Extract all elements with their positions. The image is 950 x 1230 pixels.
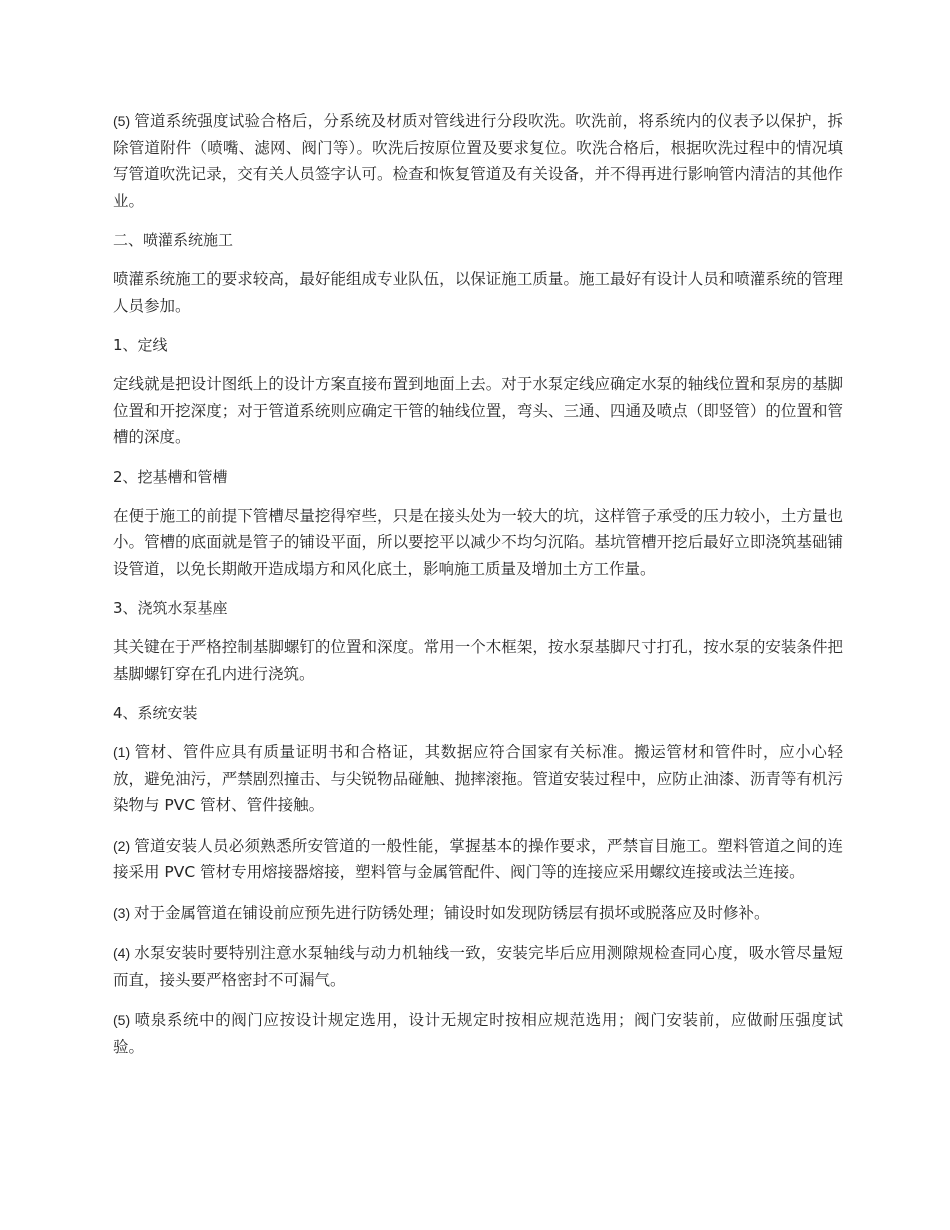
paragraph-layout-lines: 定线就是把设计图纸上的设计方案直接布置到地面上去。对于水泵定线应确定水泵的轴线位置和泵房的基脚位置和开挖深度；对于管道系统则应确定干管的轴线位置，弯头、三通、四通及喷点（即竖管）的位置和管槽的深度。 <box>113 375 843 446</box>
paragraph-install-item-5 <box>113 1007 843 1060</box>
paragraph-pipe-flushing <box>113 108 843 214</box>
subheading-layout-lines: 1、定线 <box>113 336 168 354</box>
item-number: (1) <box>113 744 135 760</box>
item-number: (2) <box>113 837 135 854</box>
paragraph-text: 管道安装人员必须熟悉所安管道的一般性能，掌握基本的操作要求，严禁盲目施工。塑料管道之间的连接采用 PVC 管材专用熔接器熔接，塑料管与金属管配件、阀门等的连接应采用螺纹连接或法兰连接。 <box>113 836 843 881</box>
subheading-pump-base: 3、浇筑水泵基座 <box>113 599 228 617</box>
paragraph-text: 水泵安装时要特别注意水泵轴线与动力机轴线一致，安装完毕后应用测隙规检查同心度，吸水管尽量短而直，接头要严格密封不可漏气。 <box>113 944 843 989</box>
item-number: (5) <box>113 1012 135 1028</box>
paragraph-text: 管道系统强度试验合格后，分系统及材质对管线进行分段吹洗。吹洗前，将系统内的仪表予以保护，拆除管道附件（喷嘴、滤网、阀门等）。吹洗后按原位置及要求复位。吹洗合格后，根据吹洗过程中的情况填写管道吹洗记录，交有关人员签字认可。检查和恢复管道及有关设备，并不得再进行影响管内清洁的其他作业。 <box>113 112 843 210</box>
document-body <box>113 108 843 1074</box>
item-number: (3) <box>113 904 134 921</box>
paragraph-text: 管材、管件应具有质量证明书和合格证，其数据应符合国家有关标准。搬运管材和管件时，应小心轻放，避免油污，严禁剧烈撞击、与尖锐物品碰触、抛摔滚拖。管道安装过程中，应防止油漆、沥青等有机污染物与 PVC 管材、管件接触。 <box>113 743 843 814</box>
paragraph-sprinkler-intro: 喷灌系统施工的要求较高，最好能组成专业队伍，以保证施工质量。施工最好有设计人员和喷灌系统的管理人员参加。 <box>113 270 843 315</box>
section-heading-sprinkler-construction: 二、喷灌系统施工 <box>113 231 234 249</box>
paragraph-install-item-4 <box>113 940 843 993</box>
paragraph-install-item-2 <box>113 833 843 886</box>
paragraph-trench-digging: 在便于施工的前提下管槽尽量挖得窄些，只是在接头处为一较大的坑，这样管子承受的压力较小，土方量也小。管槽的底面就是管子的铺设平面，所以要挖平以减少不均匀沉陷。基坑管槽开挖后最好立即浇筑基础铺设管道，以免长期敞开造成塌方和风化底土，影响施工质量及增加土方工作量。 <box>113 506 843 578</box>
paragraph-text: 对于金属管道在铺设前应预先进行防锈处理；铺设时如发现防锈层有损坏或脱落应及时修补。 <box>134 903 770 922</box>
item-number: (4) <box>113 945 135 961</box>
item-number: (5) <box>113 113 135 129</box>
paragraph-text: 喷泉系统中的阀门应按设计规定选用，设计无规定时按相应规范选用；阀门安装前，应做耐压强度试验。 <box>113 1011 843 1056</box>
paragraph-install-item-1 <box>113 739 843 819</box>
paragraph-pump-base: 其关键在于严格控制基脚螺钉的位置和深度。常用一个木框架，按水泵基脚尺寸打孔，按水泵的安装条件把基脚螺钉穿在孔内进行浇筑。 <box>113 638 843 683</box>
subheading-system-install: 4、系统安装 <box>113 704 198 722</box>
paragraph-install-item-3 <box>113 900 843 927</box>
subheading-trench-digging: 2、挖基槽和管槽 <box>113 467 228 486</box>
